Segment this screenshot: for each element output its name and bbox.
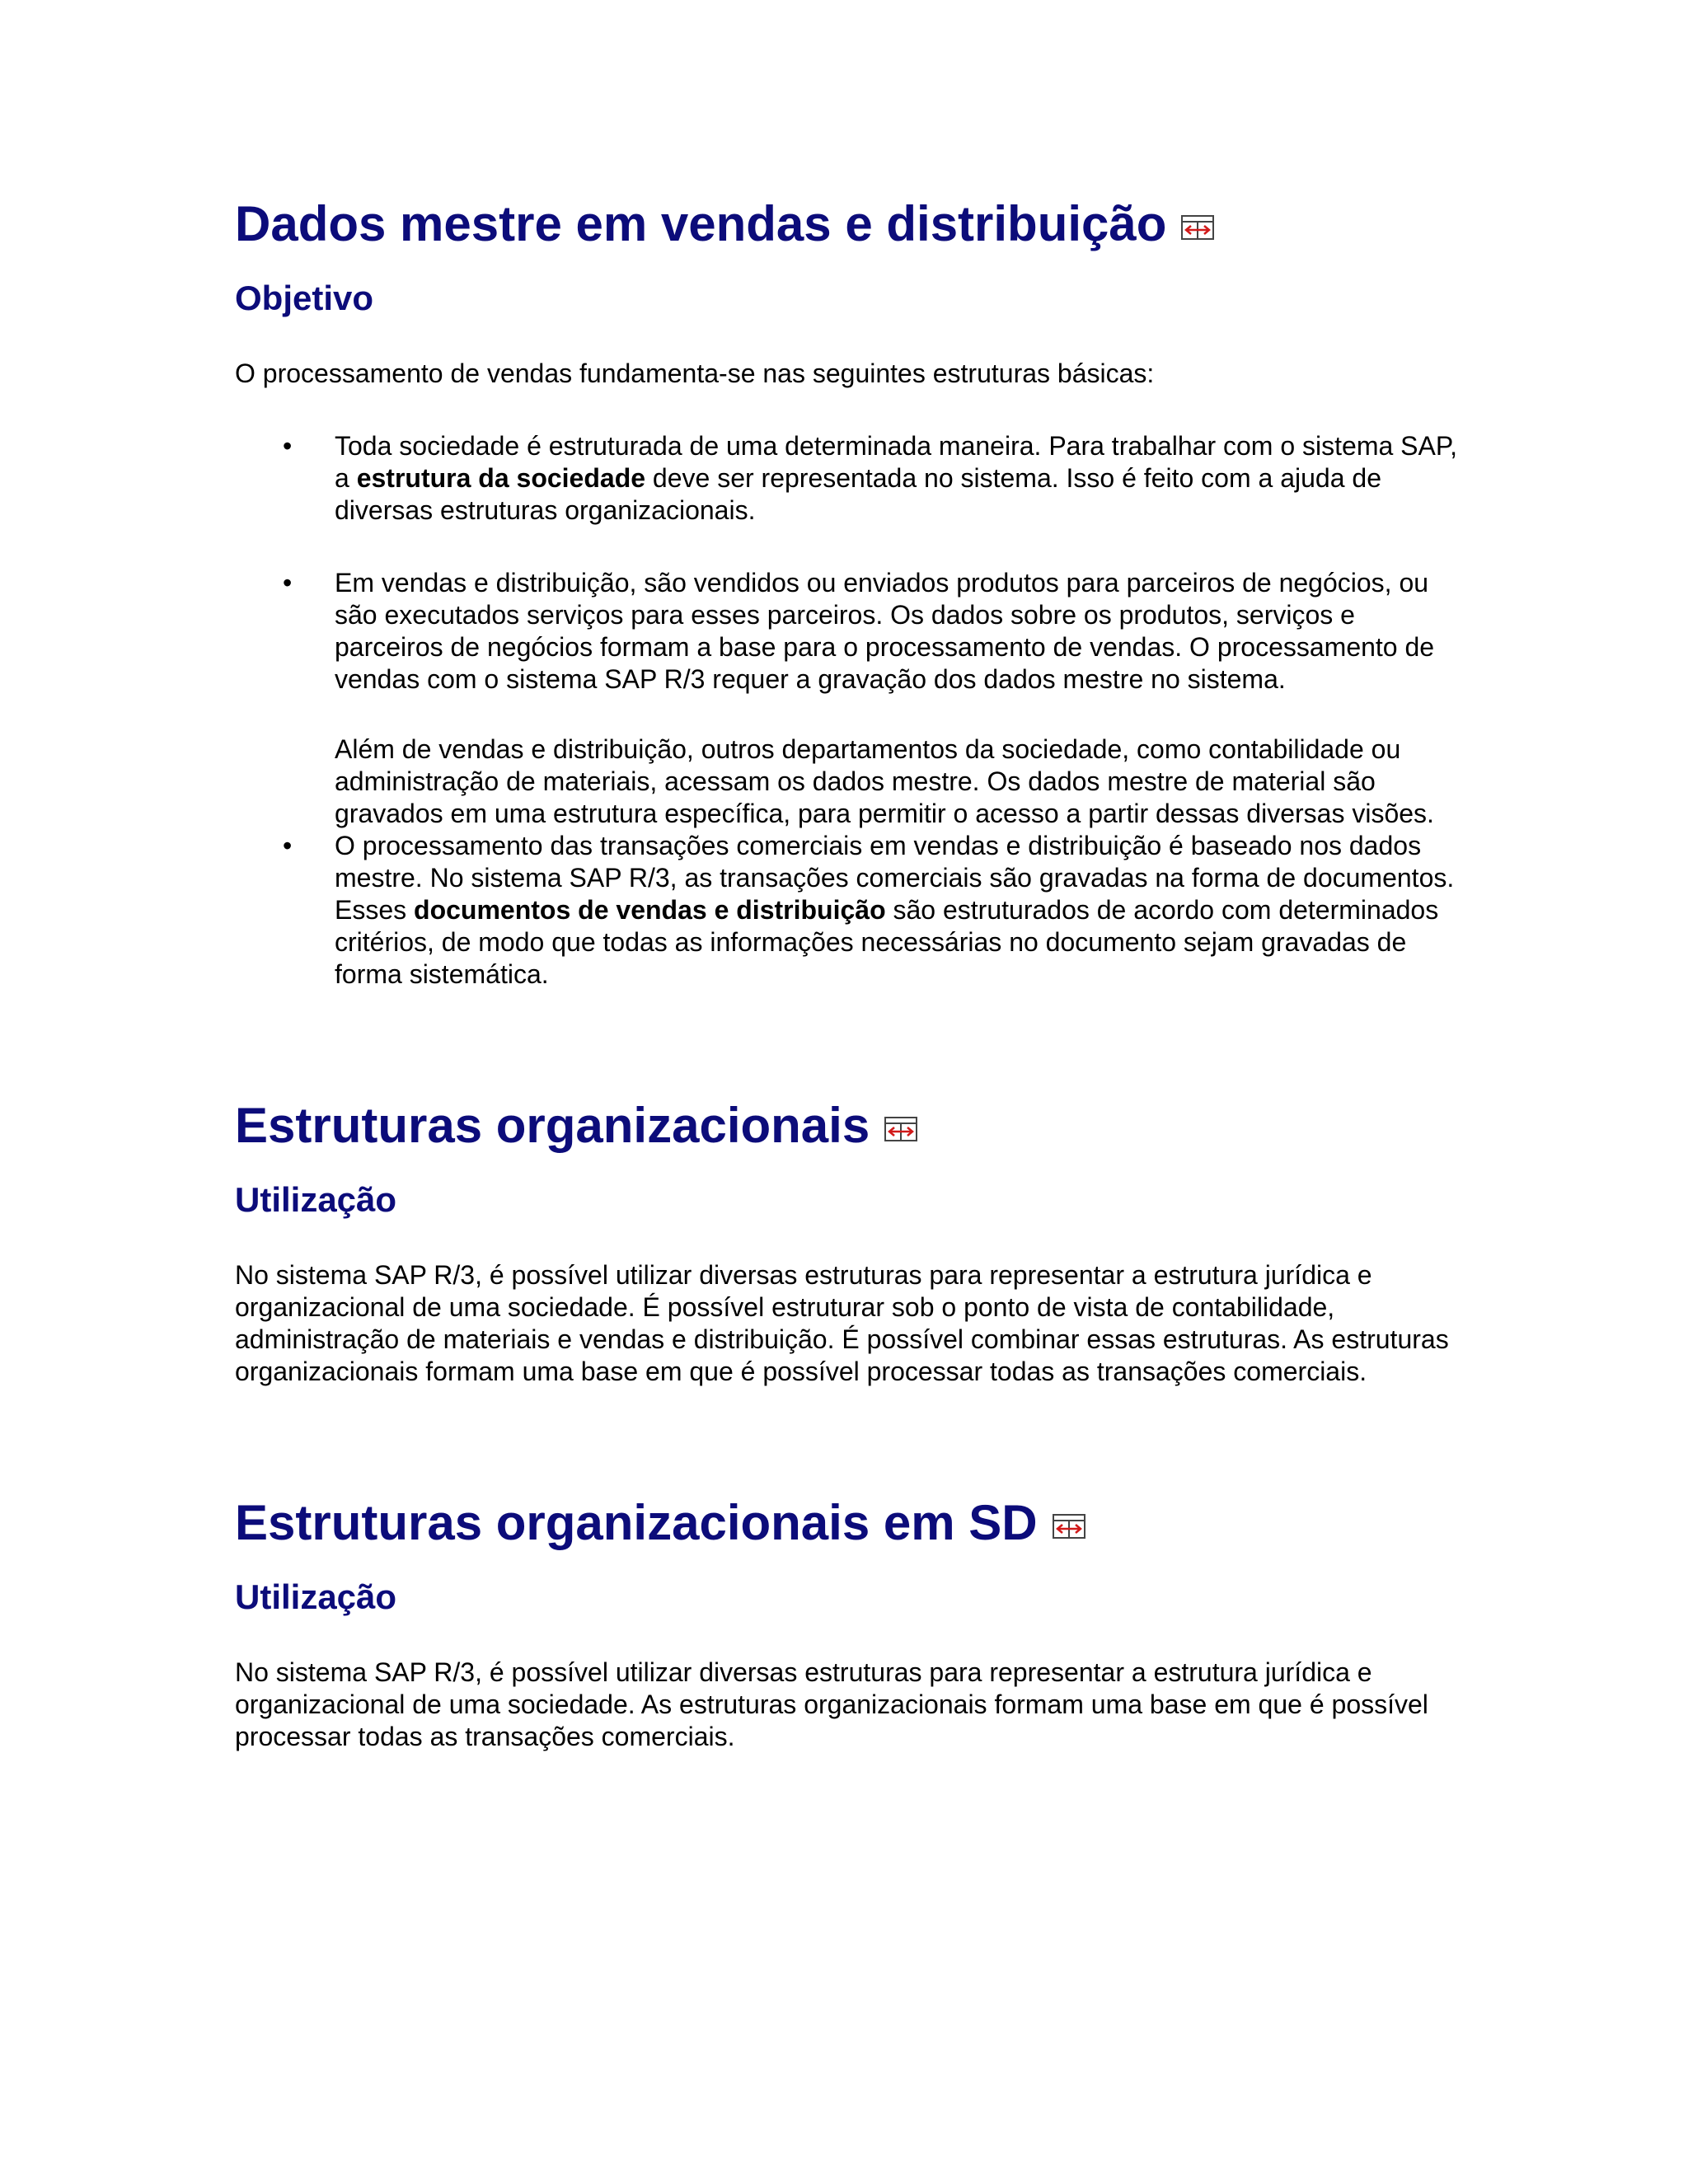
bullet-list bbox=[235, 430, 1463, 991]
section-1-heading-row bbox=[235, 191, 1463, 257]
section-3-title: Estruturas organizacionais em SD bbox=[235, 1495, 1038, 1550]
bullet-icon: • bbox=[283, 431, 293, 461]
list-item-text: O processamento das transações comerciais em vendas e distribuição é baseado nos dados mestre. No sistema SAP R/3, as transações comerciais são gravadas na forma de documentos. Esses bbox=[335, 831, 1455, 925]
section-3-subtitle: Utilização bbox=[235, 1577, 397, 1616]
list-item bbox=[235, 430, 1463, 527]
list-item-paragraph: Além de vendas e distribuição, outros departamentos da sociedade, como contabilidade ou administração de materiais, acessam os dados mestre. Os dados mestre de material são gravados em uma estrutura específica, para permitir o acesso a partir dessas diversas visões. bbox=[335, 734, 1434, 828]
list-item-bold: documentos de vendas e distribuição bbox=[414, 895, 886, 925]
list-item-bold: estrutura da sociedade bbox=[356, 463, 646, 493]
bullet-icon: • bbox=[283, 831, 293, 860]
section-2-subtitle: Utilização bbox=[235, 1180, 397, 1219]
list-item bbox=[235, 567, 1463, 830]
list-item bbox=[235, 830, 1463, 991]
list-item-text: Em vendas e distribuição, são vendidos ou enviados produtos para parceiros de negócios, ou são executados serviços para esses parceiros. Os dados sobre os produtos, serviços e parceiros de negócios formam a base para o processamento de vendas. O processamento de vendas com o sistema SAP R/3 requer a gravação dos dados mestre no sistema. bbox=[335, 568, 1435, 694]
section-3-heading-row bbox=[235, 1490, 1463, 1556]
list-item-text: são estruturados de acordo com determinados critérios, de modo que todas as informações necessárias no documento sejam gravadas de forma sistemática. bbox=[335, 895, 1439, 989]
expand-link-icon[interactable] bbox=[884, 1117, 917, 1141]
section-2-title: Estruturas organizacionais bbox=[235, 1098, 870, 1153]
section-1-subtitle: Objetivo bbox=[235, 279, 374, 317]
list-item-text: deve ser representada no sistema. Isso é feito com a ajuda de diversas estruturas organizacionais. bbox=[335, 463, 1381, 525]
section-3-body: No sistema SAP R/3, é possível utilizar diversas estruturas para representar a estrutura jurídica e organizacional de uma sociedade. As estruturas organizacionais formam uma base em que é possível processar todas as transações comerciais. bbox=[235, 1657, 1428, 1751]
document-page bbox=[235, 191, 1463, 1753]
bullet-icon: • bbox=[283, 568, 293, 598]
section-2-heading-row bbox=[235, 1093, 1463, 1159]
expand-link-icon[interactable] bbox=[1053, 1514, 1085, 1539]
section-1-title: Dados mestre em vendas e distribuição bbox=[235, 196, 1167, 251]
section-2-body: No sistema SAP R/3, é possível utilizar diversas estruturas para representar a estrutura jurídica e organizacional de uma sociedade. É possível estruturar sob o ponto de vista de contabilidade, administração de materiais e vendas e distribuição. É possível combinar essas estruturas. As estruturas organizacionais formam uma base em que é possível processar todas as transações comerciais. bbox=[235, 1260, 1449, 1386]
list-item-text: Toda sociedade é estruturada de uma determinada maneira. Para trabalhar com o sistema SAP, a bbox=[335, 431, 1457, 493]
section-1-intro: O processamento de vendas fundamenta-se nas seguintes estruturas básicas: bbox=[235, 359, 1155, 388]
expand-link-icon[interactable] bbox=[1181, 215, 1214, 240]
